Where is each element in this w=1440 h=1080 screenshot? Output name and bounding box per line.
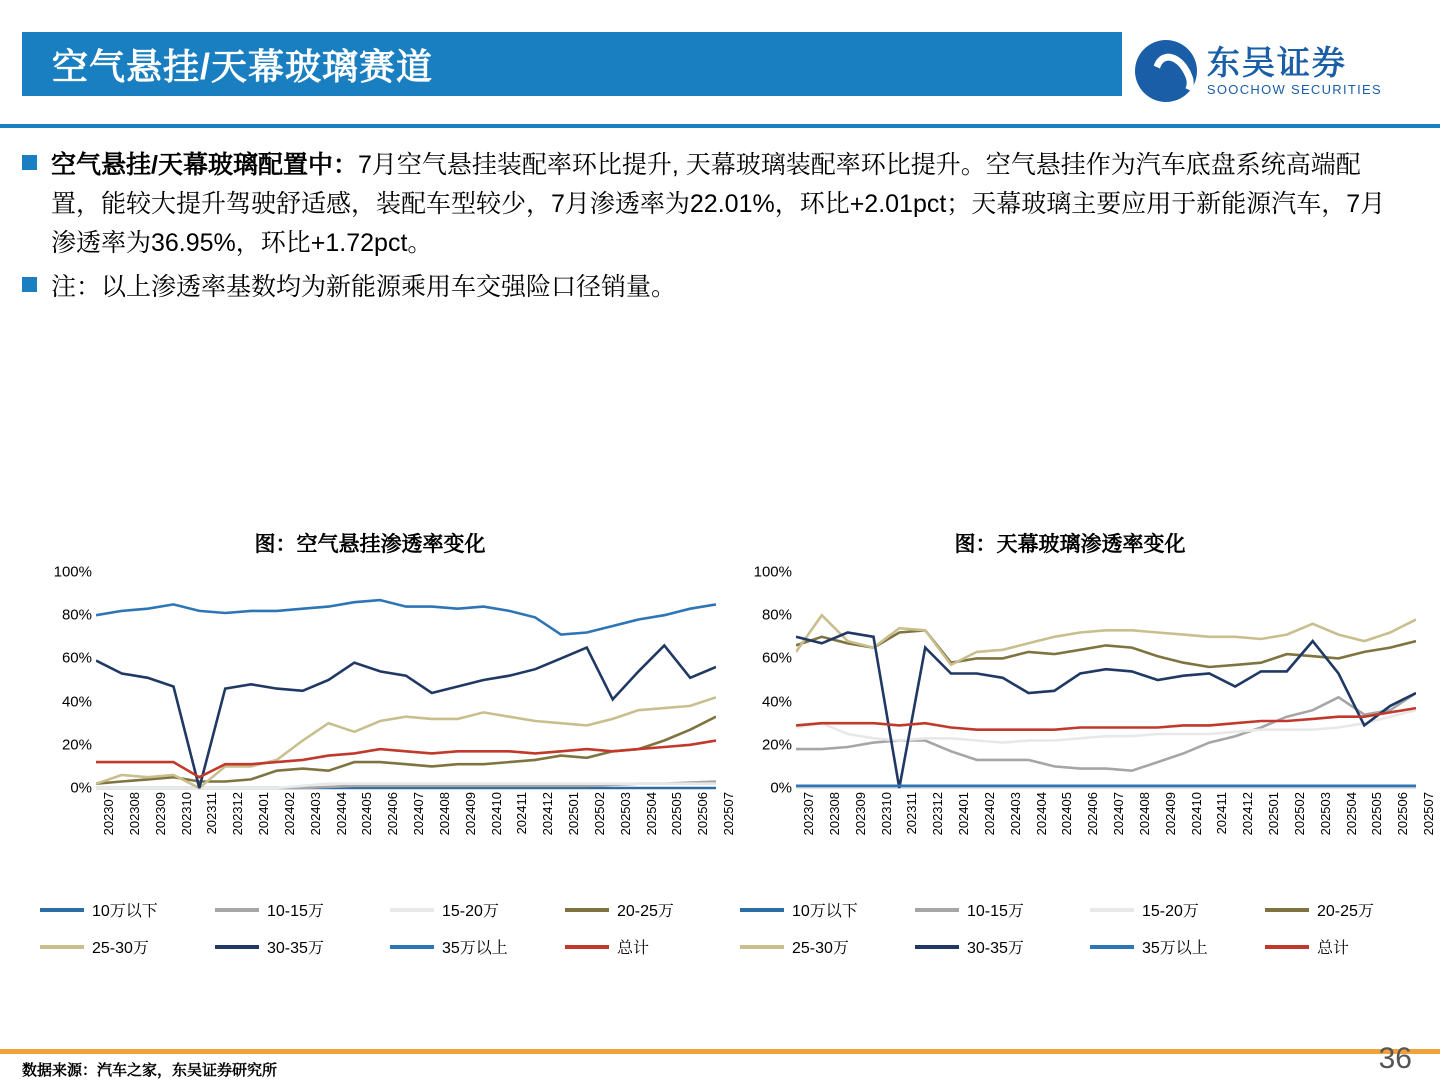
y-axis-tick: 0% (770, 779, 792, 797)
legend-swatch-icon (915, 908, 959, 912)
x-axis-tick: 202402 (281, 792, 297, 836)
page-title: 空气悬挂/天幕玻璃赛道 (52, 45, 434, 87)
legend-swatch-icon (1090, 908, 1134, 912)
legend-item[interactable] (215, 898, 390, 921)
x-axis-tick: 202410 (488, 792, 504, 836)
line-plot (796, 572, 1416, 794)
chart-legend-right (740, 898, 1440, 972)
legend-label: 25-30万 (792, 940, 849, 957)
x-axis-tick: 202402 (981, 792, 997, 836)
bullet-item (22, 268, 1422, 307)
chart-title: 图：空气悬挂渗透率变化 (254, 533, 486, 556)
legend-swatch-icon (740, 908, 784, 912)
x-axis-tick: 202309 (152, 792, 168, 836)
x-axis-tick: 202401 (956, 792, 971, 836)
legend-swatch-icon (215, 945, 259, 949)
bullet-bold-lead: 空气悬挂/天幕玻璃配置中： (51, 151, 358, 179)
legend-item[interactable] (740, 898, 915, 921)
x-axis-tick: 202502 (591, 792, 607, 836)
y-axis-tick: 100% (753, 563, 792, 581)
x-axis-tick: 202501 (1266, 792, 1281, 836)
legend-row (40, 935, 740, 958)
y-axis-tick: 20% (61, 736, 92, 754)
legend-label: 35万以上 (1142, 940, 1208, 957)
x-axis-tick: 202505 (1369, 792, 1385, 836)
legend-item[interactable] (390, 898, 565, 921)
plot-area (730, 563, 1436, 872)
legend-item[interactable] (915, 935, 1090, 958)
x-axis-tick: 202312 (930, 792, 946, 836)
legend-item[interactable] (1090, 898, 1265, 921)
legend-swatch-icon (1265, 908, 1309, 912)
legend-label: 15-20万 (442, 903, 499, 920)
bullet-square-icon (22, 155, 37, 170)
x-axis-tick: 202502 (1291, 792, 1307, 836)
line-plot (96, 572, 716, 794)
y-axis-tick: 80% (761, 606, 792, 624)
legend-label: 10万以下 (92, 903, 158, 920)
legend-label: 总计 (1317, 940, 1350, 957)
logo-mark-icon (1135, 40, 1197, 102)
legend-swatch-icon (565, 908, 609, 912)
logo-name-en: SOOCHOW SECURITIES (1206, 81, 1382, 97)
legend-swatch-icon (40, 908, 84, 912)
legend-item[interactable] (915, 898, 1090, 921)
legend-label: 20-25万 (1317, 903, 1374, 920)
x-axis-ticks (796, 788, 1436, 898)
x-axis-tick: 202310 (178, 792, 194, 836)
x-axis-tick: 202506 (1395, 792, 1411, 836)
x-axis-tick: 202408 (436, 792, 452, 836)
x-axis-tick: 202411 (514, 792, 530, 835)
y-axis-tick: 40% (61, 693, 92, 711)
x-axis-tick: 202311 (204, 792, 220, 835)
series-line (96, 600, 716, 635)
legend-row (740, 935, 1440, 958)
chart-legend-left (40, 898, 740, 972)
page-number: 36 (1378, 1042, 1412, 1075)
x-axis-tick: 202309 (852, 792, 868, 836)
x-axis-tick: 202404 (1033, 792, 1049, 836)
chart-panoramic-glass (720, 528, 1436, 872)
x-axis-tick: 202505 (669, 792, 685, 836)
bullet-body: 7月空气悬挂装配率环比提升, 天幕玻璃装配率环比提升。空气悬挂作为汽车底盘系统高端配置，能较大提升驾驶舒适感，装配车型较少，7月渗透率为22.01%，环比+2.01pct；天幕玻璃主要应用于新能源汽车，7月渗透率为36.95%，环比+1.72pct。 (51, 151, 1386, 257)
footer-rule (0, 1049, 1440, 1054)
legend-item[interactable] (390, 935, 565, 958)
y-axis-tick: 60% (761, 649, 792, 667)
bullet-square-icon (22, 277, 37, 292)
x-axis-tick: 202410 (1188, 792, 1204, 836)
legend-row (40, 898, 740, 921)
title-bar (22, 32, 1122, 96)
x-axis-tick: 202412 (540, 792, 556, 836)
y-axis-tick: 80% (61, 606, 92, 624)
legend-swatch-icon (215, 908, 259, 912)
legend-swatch-icon (40, 945, 84, 949)
legend-label: 30-35万 (267, 940, 324, 957)
bullet-item (22, 146, 1422, 262)
x-axis-tick: 202308 (826, 792, 842, 836)
series-line (796, 633, 1416, 789)
bullet-text (51, 268, 676, 307)
x-axis-tick: 202405 (359, 792, 375, 836)
x-axis-tick: 202507 (721, 792, 736, 836)
chart-air-suspension (20, 528, 736, 872)
x-axis-tick: 202311 (904, 792, 920, 835)
legend-label: 30-35万 (967, 940, 1024, 957)
legend-label: 20-25万 (617, 903, 674, 920)
legend-label: 总计 (617, 940, 650, 957)
x-axis-ticks (96, 788, 736, 898)
legend-item[interactable] (40, 898, 215, 921)
chart-title: 图：天幕玻璃渗透率变化 (954, 533, 1186, 556)
y-axis-tick: 20% (761, 736, 792, 754)
x-axis-tick: 202403 (1007, 792, 1023, 836)
x-axis-tick: 202308 (126, 792, 142, 836)
x-axis-tick: 202504 (643, 792, 659, 836)
y-axis-tick: 40% (761, 693, 792, 711)
x-axis-tick: 202407 (411, 792, 426, 836)
x-axis-tick: 202406 (385, 792, 401, 836)
x-axis-tick: 202401 (256, 792, 271, 836)
legend-swatch-icon (740, 945, 784, 949)
legend-row (740, 898, 1440, 921)
x-axis-tick: 202501 (566, 792, 581, 836)
x-axis-tick: 202503 (617, 792, 633, 836)
x-axis-tick: 202307 (801, 792, 816, 836)
legend-swatch-icon (565, 945, 609, 949)
y-axis-tick: 60% (61, 649, 92, 667)
legend-item[interactable] (565, 935, 740, 958)
legend-swatch-icon (915, 945, 959, 949)
company-logo (1135, 40, 1382, 102)
x-axis-tick: 202310 (878, 792, 894, 836)
data-source: 数据来源：汽车之家，东吴证券研究所 (22, 1062, 278, 1079)
x-axis-tick: 202504 (1343, 792, 1359, 836)
bullet-list (22, 146, 1422, 313)
logo-name-cn: 东吴证券 (1206, 44, 1347, 82)
legend-swatch-icon (1090, 945, 1134, 949)
legend-item[interactable] (40, 935, 215, 958)
x-axis-tick: 202409 (462, 792, 478, 836)
legend-item[interactable] (740, 935, 915, 958)
x-axis-tick: 202307 (101, 792, 116, 836)
legend-item[interactable] (1265, 935, 1440, 958)
legend-label: 10-15万 (967, 903, 1024, 920)
legend-item[interactable] (1090, 935, 1265, 958)
bullet-body: 注：以上渗透率基数均为新能源乘用车交强险口径销量。 (51, 273, 677, 302)
legend-label: 35万以上 (442, 940, 508, 957)
x-axis-tick: 202506 (695, 792, 711, 836)
x-axis-tick: 202412 (1240, 792, 1256, 836)
x-axis-tick: 202503 (1317, 792, 1333, 836)
legend-swatch-icon (390, 945, 434, 949)
legend-label: 15-20万 (1142, 903, 1199, 920)
x-axis-tick: 202407 (1111, 792, 1126, 836)
x-axis-tick: 202411 (1214, 792, 1230, 835)
x-axis-tick: 202406 (1085, 792, 1101, 836)
header-divider (0, 124, 1440, 128)
x-axis-tick: 202312 (230, 792, 246, 836)
y-axis-tick: 0% (70, 779, 92, 797)
x-axis-tick: 202409 (1162, 792, 1178, 836)
x-axis-tick: 202507 (1421, 792, 1436, 836)
legend-label: 10万以下 (792, 903, 858, 920)
y-axis-tick: 100% (53, 563, 92, 581)
legend-item[interactable] (1265, 898, 1440, 921)
bullet-text (51, 146, 1396, 262)
x-axis-tick: 202403 (307, 792, 323, 836)
legend-swatch-icon (390, 908, 434, 912)
x-axis-tick: 202408 (1136, 792, 1152, 836)
plot-area (30, 563, 736, 872)
x-axis-tick: 202405 (1059, 792, 1075, 836)
legend-swatch-icon (1265, 945, 1309, 949)
legend-item[interactable] (215, 935, 390, 958)
legend-item[interactable] (565, 898, 740, 921)
x-axis-tick: 202404 (333, 792, 349, 836)
slide-header (0, 0, 1440, 128)
legend-label: 10-15万 (267, 903, 324, 920)
legend-label: 25-30万 (92, 940, 149, 957)
